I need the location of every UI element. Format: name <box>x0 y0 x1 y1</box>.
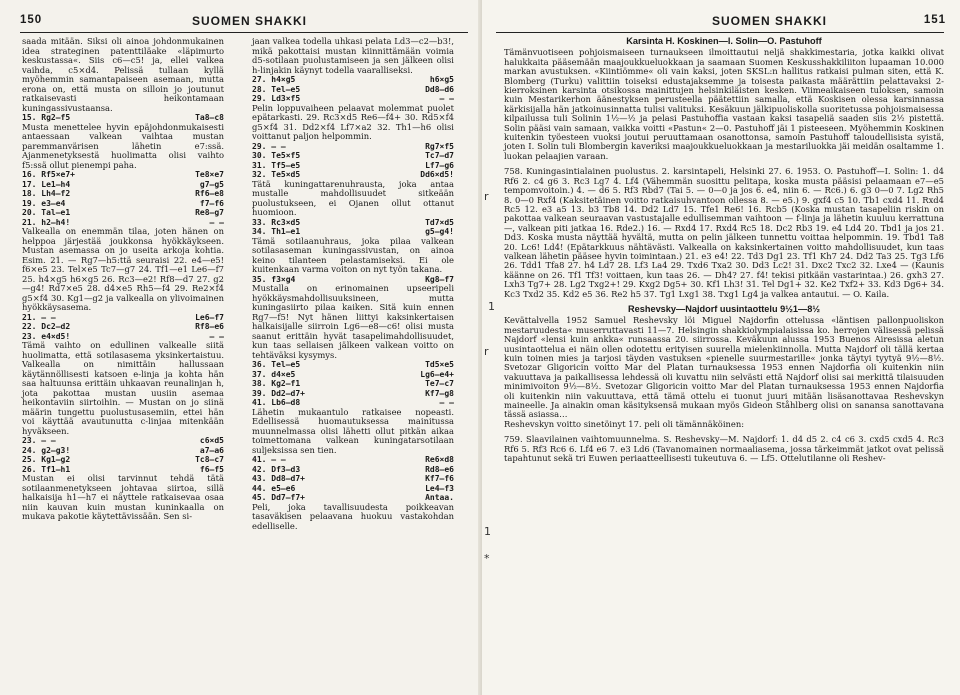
margin-mark: * <box>484 552 490 565</box>
black-move: Tc8—c7 <box>195 455 224 464</box>
annotation-paragraph: saada mitään. Siksi oli ainoa johdonmukainen idea strateginen patenttiläake «läpimurto keskustassa«. Siis c6—c5! ja, ellei valkea vaihda, c5×d4. Pelissä tullaan kyllä myöhemmin samantapaiseen asemaan, mutta erona on, että musta on silloin jo joutunut ratkaisevasti heikontamaan kuningassivustaansa. <box>22 36 224 113</box>
white-move: 21. — — <box>22 312 56 322</box>
white-move: 27. h4×g5 <box>252 75 296 84</box>
move-line <box>252 218 454 228</box>
right-page-header <box>496 12 946 34</box>
white-move: 18. Lh4—f2 <box>22 189 71 198</box>
white-move: 21. h2—h4! <box>22 217 71 227</box>
black-move: f7—f6 <box>199 198 224 208</box>
white-move: 29. Ld3×f5 <box>252 94 301 103</box>
black-move: Le6—f7 <box>195 312 224 322</box>
white-move: 24. g2—g3! <box>22 445 71 455</box>
black-move: Antaa. <box>425 493 454 502</box>
annotation-paragraph: Mustan ei olisi tarvinnut tehdä tätä sotilaanmenetykseen johtavaa siirtoa, sillä halkaisija h1—h7 ei näyttele ratkaisevaa osaa niin kauvan kuin mustan kuninkaalla on mukava pakotie käytettävissään. Sen si- <box>22 473 224 521</box>
black-move: Dd8—d6 <box>425 84 454 94</box>
magazine-title: SUOMEN SHAKKI <box>712 14 828 28</box>
black-move: f6—f5 <box>199 464 224 474</box>
white-move: 26. Tf1—h1 <box>22 464 71 474</box>
black-move: Ta8—c8 <box>195 113 224 122</box>
white-move: 32. Te5×d5 <box>252 170 301 179</box>
move-line <box>252 465 454 475</box>
white-move: 45. Dd7—f7+ <box>252 493 305 502</box>
move-line <box>252 161 454 171</box>
left-column-2 <box>252 37 454 531</box>
black-move: — — <box>209 217 224 227</box>
black-move: Te7—c7 <box>425 379 454 388</box>
move-line <box>22 322 224 332</box>
game2-heading: Reshevsky—Najdorf uusintaottelu 9½1—8½ <box>628 303 820 314</box>
black-move: Tc7—d7 <box>425 151 454 160</box>
move-line <box>252 474 454 484</box>
white-move: 41. — — <box>252 455 286 464</box>
white-move: 17. Le1—h4 <box>22 179 71 189</box>
move-line <box>22 180 224 190</box>
move-line <box>252 484 454 494</box>
margin-mark: 1 <box>488 300 495 313</box>
black-move: Td5×e5 <box>425 360 454 369</box>
game1-heading: Karsinta H. Koskinen—I. Solin—O. Pastuhoff <box>626 36 822 46</box>
annotation-paragraph: Musta menettelee hyvin epäjohdonmukaisesti antaessaan valkean vaihtaa mustan paremmanvärisen lähetin e7:ssä. Ajanmenetyksestä huolimatta olisi vaihto f5:ssä ollut pienempi paha. <box>22 121 224 170</box>
white-move: 33. Rc3×d5 <box>252 217 301 227</box>
move-line <box>252 370 454 380</box>
black-move: Lg6—e4+ <box>420 369 454 379</box>
black-move: Td7×d5 <box>425 217 454 227</box>
white-move: 25. Kg1—g2 <box>22 455 71 464</box>
black-move: a7—a6 <box>199 445 224 455</box>
black-move: Te8×e7 <box>195 170 224 179</box>
black-move: Rd8—e6 <box>425 464 454 474</box>
move-line <box>22 208 224 218</box>
black-move: g5—g4! <box>425 227 454 236</box>
white-move: 39. Dd2—d7+ <box>252 388 305 398</box>
move-line <box>252 75 454 85</box>
left-page-header <box>20 12 468 34</box>
black-move: h6×g5 <box>429 75 454 84</box>
black-move: — — <box>439 94 454 103</box>
black-move: Kf7—f6 <box>425 474 454 483</box>
annotation-paragraph: Mustalla on erinomainen upseeripeli hyökkäysmahdollisuuksineen, mutta kuningasiirto pilaa kaiken. Sitä kuin ennen Rg7—f5! Nyt hänen liittyi kaksinkertaisen halkaisijalle siirroin Lg6—e8—c6! olisi musta saanut erittäin hyvät tasapelimahdollisuudet, kun taas sellaisen jälkeen valkean voitto on tehtäväksi kysymys. <box>252 283 454 360</box>
move-line <box>252 360 454 370</box>
white-move: 41. Lb6—d8 <box>252 398 301 407</box>
white-move: 36. Tel—e5 <box>252 360 301 369</box>
move-line <box>252 379 454 389</box>
magazine-title: SUOMEN SHAKKI <box>192 14 308 28</box>
black-move: Rf8—e6 <box>195 322 224 331</box>
margin-mark: r <box>484 345 489 358</box>
header-rule <box>20 32 468 33</box>
white-move: 16. Rf5×e7+ <box>22 170 75 179</box>
move-line <box>22 189 224 199</box>
move-line <box>22 199 224 209</box>
white-move: 37. d4×e5 <box>252 369 296 379</box>
annotation-paragraph: Valkealla on enemmän tilaa, joten hänen on helppoa järjestää joukkonsa hyökkäykseen. Mustan asemassa on jo useita arkoja kohtia. Esim. 21. — Rg7—h5:ttä seuraisi 22. e4—e5! f6×e5 23. Tel×e5 Tc7—g7 24. Tf1—e1 Le6—f7 25. h4×g5 h6×g5 26. Rc3—e2! Rf8—d7 27. g2—g4! Rd7×e5 28. d4×e5 Rh5—f4 29. Re2×f4 g5×f4 30. Kg1—g2 ja valkealla on ylivoimainen hyökkäysasema. <box>22 226 224 312</box>
white-move: 28. Tel—e5 <box>252 84 301 94</box>
move-line <box>252 455 454 465</box>
game-759: 759. Slaavilainen vaihtomuunnelma. S. Reshevsky—M. Najdorf: 1. d4 d5 2. c4 c6 3. cxd5 cxd5 4. Rc3 Rf6 5. Rf3 Rc6 6. Lf4 e6 7. e3 Ld6 (Tavanomainen normaaliasema, jossa tärkeimmät jatkot ovat pelissä tapahtunut sekä tri Euwen periaatteellisesti tukeutuva 6. — Lf5. Ottelutilanne oli Reshev- <box>504 434 944 464</box>
annotation-paragraph: Lähetin mukaantulo ratkaisee nopeasti. Edellisessä huomautuksessa mainitussa muunnelmassa olisi lähetti ollut pitkän aikaa toimettomana valkean kuningatarsotilaan suljeksissa sen tien. <box>252 406 454 455</box>
black-move: Rg7×f5 <box>425 141 454 151</box>
left-column-1 <box>22 37 224 522</box>
white-move: 31. Tf5—e5 <box>252 160 301 170</box>
white-move: 34. Th1—e1 <box>252 227 301 236</box>
annotation-paragraph: Peli, joka tavallisuudesta poikkeavan tasaväkisen pelaavana huokuu vastakohdan edelliselle. <box>252 501 454 531</box>
black-move: Re8—g7 <box>195 208 224 217</box>
move-line <box>252 389 454 399</box>
annotation-paragraph: jaan valkea todella uhkasi pelata Ld3—c2—b3!, mikä pakottaisi mustan kiinnittämään voimia d5-sotilaan puolustamiseen ja sen jälkeen olisi h-linjakin käynyt todella vaaralliseksi. <box>252 36 454 75</box>
game2-intro: Kevättalvella 1952 Samuel Reshevsky löi Miguel Najdorfin ottelussa «läntisen pallonpuoliskon mestaruudesta« muserruttavasti 11—7. Helsingin shakkiolympialaisissa ko. herrojen välisessä pelissä Najdorf «lensi kuin ankka« runsaassa 20. siirrossa. Keväkuun alussa 1953 Buenos Airesissa aletun uusintaottelua ei näin ollen odotettu erityisen suurella mielenkiinnolla. Mutta Najdorf oli tällä kertaa kuin toinen mies ja tarjosi täyden vastuksen «pienelle suurmestarille« jonka täytyi tyytyä 9½—8½. Svetozar Gligoricin voitto Mar del Platan turnauksessa 1953 ennen Najdorfia oli kuitenkin niin vakuuttava ja paikallisessa lehdessä oli kuvattu niin selvästi että Najdorf olisi sai merkittä tilaisuuden minimivoiton 9½—8½. Svetozar Gligoricin voitto Mar del Platan turnauksessa 1953 ennen Najdorfia oli kuitenkin niin vakuuttava, että tämä ottelu ei tuonut juuri mitään lisäsanottavaa Reshevskyn maineelle. Ja ainakin oman käsityksensä mukaan myös Gideon Ståhlberg olisi on sanansa sanottavana tässä asiassa… <box>504 315 944 420</box>
annotation-paragraph: Tämä vaihto on edullinen valkealle siitä huolimatta, että sotilasasema yksinkertaistuu. Valkealla on nimittäin hallussaan käytännöllisesti katsoen e-linja ja kohta hän saa haltuunsa erittäin uhkaavan reunalinjan h, jota pakottaa mustan uusiin asemaa heikontaviin siirtoihin. — Mustan on jo siinä määrin tungettu puolustusasemiin, ettei hän voi käyttää avautunutta c-linjaa mitenkään hyväkseen. <box>22 340 224 436</box>
white-move: 44. e5—e6 <box>252 483 296 493</box>
white-move: 19. e3—e4 <box>22 198 66 208</box>
move-line <box>252 85 454 95</box>
game2-intro-2: Reshevskyn voitto sinetöinyt 17. peli oli tämännäköinen: <box>504 418 745 429</box>
black-move: c6×d5 <box>199 436 224 445</box>
white-move: 23. e4×d5! <box>22 331 71 341</box>
move-line <box>252 151 454 161</box>
page-number: 151 <box>923 14 946 26</box>
right-article <box>504 37 944 463</box>
black-move: Le4—f3 <box>425 483 454 493</box>
black-move: Kf7—g8 <box>425 388 454 398</box>
white-move: 22. Dc2—d2 <box>22 322 71 331</box>
white-move: 15. Rg2—f5 <box>22 113 71 122</box>
black-move: — — <box>209 331 224 341</box>
move-line <box>252 142 454 152</box>
game-758: 758. Kuningasintialainen puolustus. 2. karsintapeli, Helsinki 27. 6. 1953. O. Pastuhoff—I. Solin: 1. d4 Rf6 2. c4 g6 3. Rc3 Lg7 4. Lf4 (Vähemmän suosittu pelitapa, koska musta pääsisi pelaamaan e7—e5 tempomvoitoin.) 4. — d6 5. Rf3 Rbd7 (Tai 5. — 0—0 ja jos 6. e4, niin 6. — Rc6.) 6. g3 0—0 7. Lg2 Rh5 8. 0—0 Rxf4 (Kaksitetäinen voitto ratkaisuhvantoon ollessa 8. — e5.) 9. gxf4 c5 10. Tb1 cxd4 11. Rxd4 Rc5 12. e3 a5 13. b3 Tb8 14. Dd2 Ld7 15. Tfe1 Re6! 16. Rcb5 (Koska mustan tasapeliin riskin on pakottaa valkean seuraavan vastustajalle edullisemman vaihtoon — f-linja ja lähetin kuuluu kerrattuna —, valkean piti jatkaa 16. Rde2.) 16. — Rxd4 17. Rxd4 Rc5 18. Dc2 Rb3 19. e4 Ld4 20. Tbd1 ja jos 21. Dd3. Koska musta näyttää hyvältä, mutta on pelin jälkeen tunnettu voittaa helpommin. 19. Tbd1 Ta8 20. Lc6! Ld4! (Epätarkkuus nähtävästi. Valkealla on kaksinkertainen voitto mahdollisuudet, kun taas valkean lähetin pääsee hyvin toimintaan.) 21. e3 e4! 22. Td3 Dg1 23. Tf1 Kh7 24. Dd2 Ta3 25. Tg3 Lf6 26. Tdd1 Tfa8 27. h4 Ld7 28. Lf3 La4 29. Txd6 Txa2 30. Dd3 Lc2! 31. Dxc2 Txc2 32. Lxe4 — (Kaunis käänne on 26. Tf1 Tf3! voittaen, kun taas 26. — Dh4? 27. f4! tekisi pitkään vastarintaa.) 26. gxh3 27. Lxh3 Tg7+ 28. Lg2 Txg2+! 29. Kxg2 Dg5+ 30. Kf1 Lh3! 31. Tel Dg1+ 32. Ke2 Txf2+ 33. Kd3 Dg6+ 34. Kc3 Txd2 35. Kd2 e5 36. Re2 h5 37. Tg1 Lxg1 38. Txg1 Lg4 ja valkea antautui. — O. Kaila. <box>504 166 944 299</box>
white-move: 23. — — <box>22 436 56 445</box>
white-move: 43. Dd8—d7+ <box>252 474 305 483</box>
black-move: Dd6×d5! <box>420 170 454 179</box>
white-move: 29. — — <box>252 141 286 151</box>
black-move: — — <box>439 398 454 407</box>
move-line <box>22 313 224 323</box>
annotation-paragraph: Tätä kuningattarenuhrausta, joka antaa mustalle mahdollisuudet sitkeään puolustukseen, ei Ojanen ollut ottanut huomioon. <box>252 178 454 217</box>
black-move: Re6×d8 <box>425 455 454 464</box>
white-move: 42. Df3—d3 <box>252 464 301 474</box>
black-move: Lf7—g6 <box>425 160 454 170</box>
white-move: 30. Te5×f5 <box>252 151 301 160</box>
annotation-paragraph: Tämä sotilaanuhraus, joka pilaa valkean sotilasaseman kuningassivustan, on ainoa keino tilanteen pelastamiseksi. Ei ole kuitenkaan varma voiton on nyt työn takana. <box>252 235 454 274</box>
move-line <box>22 455 224 465</box>
black-move: Kg8—f7 <box>425 274 454 284</box>
black-move: g7—g5 <box>199 179 224 189</box>
margin-mark: r <box>484 190 489 203</box>
header-rule <box>496 32 944 33</box>
game1-intro: Tämänvuotiseen pohjoismaiseen turnaukseen ilmoittautui neljä shakkimestaria, jotka kaikki olivat halukkaita pääsemään maajoukkueluokkaan ja saamaan Suomen Keskusshakkiliiton lupaaman 10.000 markan avustuksen. «Kiintiömme« oli vain kaksi, joten SKSL:n hallitus ratkaisi pulman siten, että K. Blomberg (Turku) valittiin toiseksi edustajaksemme ja toisesta paikasta määrättiin pelattavaksi 2-kierroksinen karsinta otsikossa mainittujen helsinkiläisten kesken. Viimeaikaiseen tuloksen, samoin kuin Mestarikerhon äänestyksen perusteella päätettiin samalla, että Koskisen olessa karsinnassa kärkisijalla hän jatkoinusinnatta tulisi valituksi. Kesäkuun jälkipuoliskolla suoritetussa pohjoismaisessa kilpailussa tuli Solinin 1½—½ ja pelasi Pastuhoffia vastaan kaksi tasapeliä saaden siis 2½ pistettä. Solin pääsi vain samaan, vaikka voitti «Pastun« 2—0. Pastuhoff jäi 1 pisteeseen. Myöhemmin Koskinen kuitenkin työesteen vuoksi joutui peruuttamaan osanottonsa, samoin Pastuhoff taloudellisista syistä, joten I. Solin tuli Blombergin kaveriksi maajoukkueluokkaan ja mestariluokka jäi meidän osaltamme 1. luokan pelaajien varaan. <box>504 47 944 161</box>
move-line <box>22 446 224 456</box>
white-move: 38. Kg2—f1 <box>252 379 301 388</box>
move-line <box>22 170 224 180</box>
margin-mark: 1 <box>484 525 491 538</box>
annotation-paragraph: Pelin loppuvaiheen pelaavat molemmat puolet epätarkasti. 29. Rc3×d5 Re6—f4+ 30. Rd5×f4 g5×f4 31. Dd2×f4 Lf7×a2 32. Th1—h6 olisi voittanut paljon helpommin. <box>252 102 454 141</box>
move-line <box>22 436 224 446</box>
right-page <box>482 0 960 695</box>
black-move: Rf6—e8 <box>195 189 224 198</box>
page-number: 150 <box>20 14 43 26</box>
white-move: 20. Tal—e1 <box>22 208 71 217</box>
white-move: 35. f3×g4 <box>252 274 296 284</box>
